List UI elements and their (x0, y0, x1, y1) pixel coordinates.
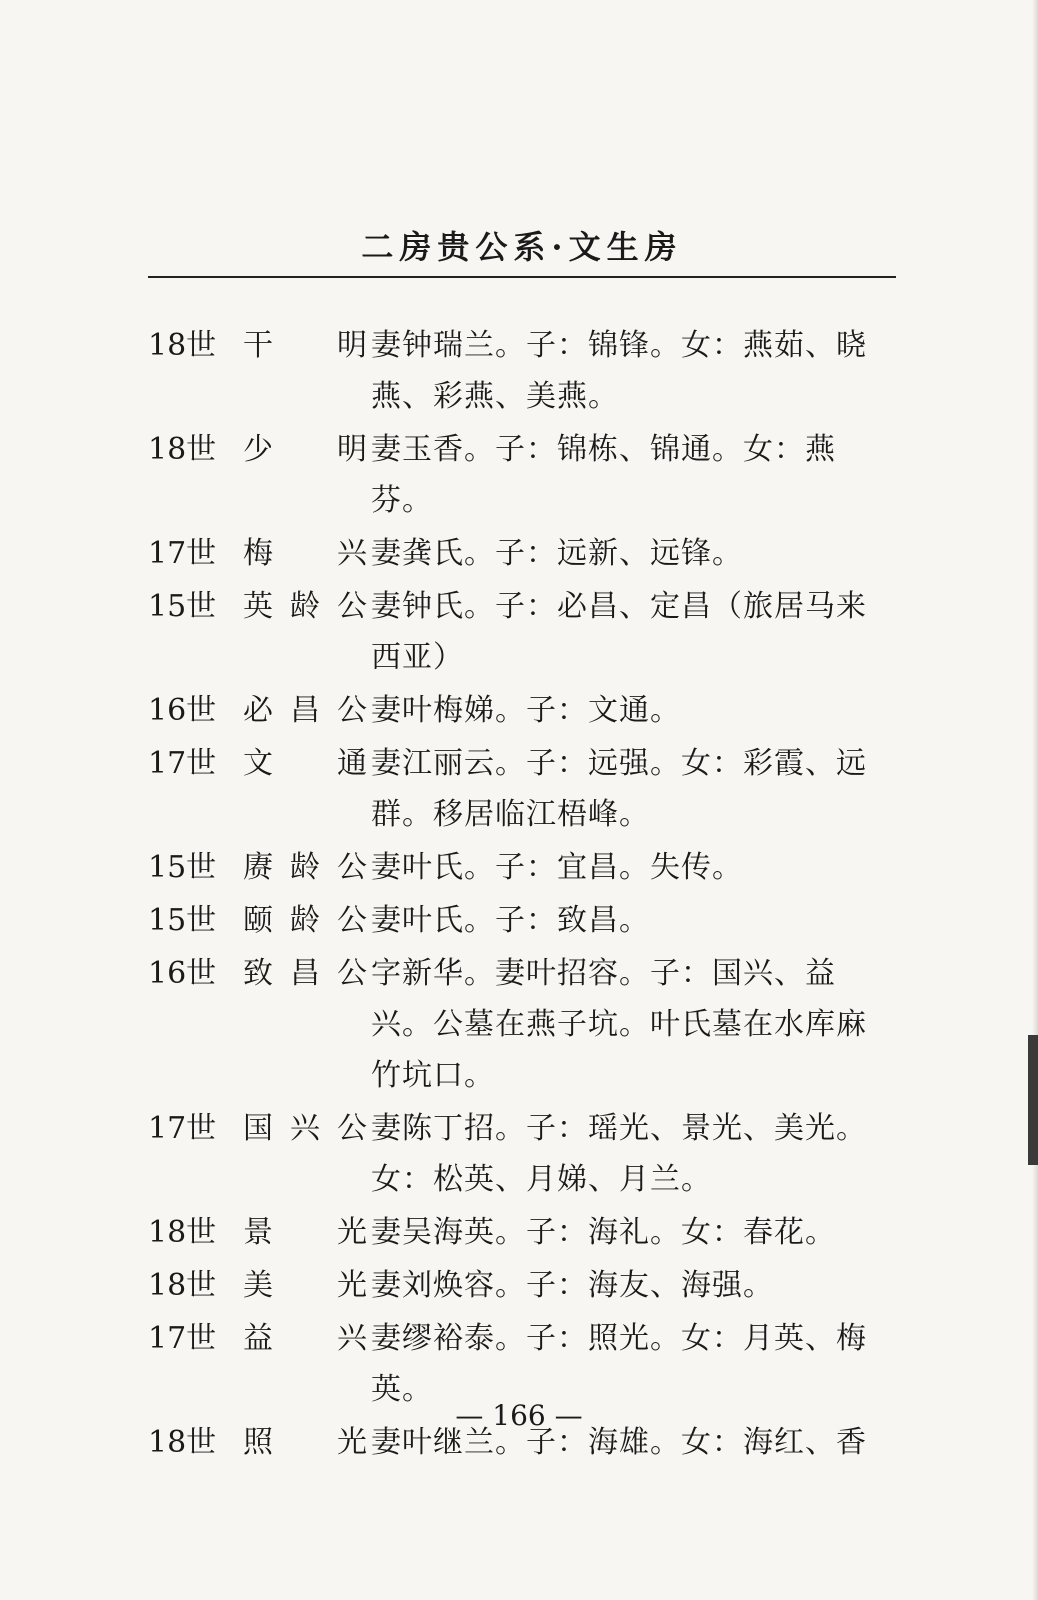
genealogy-entry (148, 895, 896, 946)
person-name: 文通 (243, 746, 367, 781)
genealogy-entry (148, 1207, 896, 1258)
genealogy-entry (148, 424, 896, 526)
person-description: 妻叶氏。子：宜昌。失传。 (371, 850, 743, 885)
binding-edge-mark (1028, 1035, 1038, 1165)
person-description: 妻刘焕容。子：海友、海强。 (371, 1268, 774, 1303)
running-header (148, 222, 896, 274)
person-name: 国兴公 (243, 1111, 367, 1146)
generation-label: 18世 (148, 432, 217, 467)
genealogy-entry (148, 842, 896, 893)
person-description: 妻叶继兰。子：海雄。女：海红、香 (371, 1425, 867, 1460)
person-name: 少明 (243, 432, 367, 467)
generation-label: 18世 (148, 1268, 217, 1303)
person-description: 妻玉香。子：锦栋、锦通。女：燕芬。 (371, 432, 836, 518)
generation-label: 15世 (148, 589, 217, 624)
genealogy-entry (148, 320, 896, 422)
generation-label: 18世 (148, 1215, 217, 1250)
generation-label: 17世 (148, 536, 217, 571)
genealogy-entry (148, 948, 896, 1101)
person-name: 景光 (243, 1215, 367, 1250)
person-description: 妻吴海英。子：海礼。女：春花。 (371, 1215, 836, 1250)
page-edge (1032, 0, 1038, 1600)
person-description: 妻陈丁招。子：瑶光、景光、美光。女：松英、月娣、月兰。 (371, 1111, 867, 1197)
generation-label: 15世 (148, 903, 217, 938)
person-description: 妻叶氏。子：致昌。 (371, 903, 650, 938)
person-name: 干明 (243, 328, 367, 363)
person-description: 妻龚氏。子：远新、远锋。 (371, 536, 743, 571)
genealogy-entry (148, 738, 896, 840)
generation-label: 15世 (148, 850, 217, 885)
genealogy-entries (148, 320, 896, 1470)
genealogy-entry (148, 1103, 896, 1205)
person-description: 妻江丽云。子：远强。女：彩霞、远群。移居临江梧峰。 (371, 746, 867, 832)
person-name: 梅兴 (243, 536, 367, 571)
person-description: 妻缪裕泰。子：照光。女：月英、梅英。 (371, 1321, 867, 1407)
person-name: 必昌公 (243, 693, 367, 728)
person-name: 益兴 (243, 1321, 367, 1356)
generation-label: 17世 (148, 746, 217, 781)
header-rule (148, 276, 896, 278)
person-name: 颐龄公 (243, 903, 367, 938)
genealogy-entry (148, 1260, 896, 1311)
page-number: — 166 — (455, 1399, 583, 1432)
person-description: 妻钟氏。子：必昌、定昌（旅居马来西亚） (371, 589, 867, 675)
generation-label: 18世 (148, 1425, 217, 1460)
generation-label: 17世 (148, 1111, 217, 1146)
generation-label: 16世 (148, 956, 217, 991)
header-title: 二房贵公系·文生房 (361, 228, 683, 266)
generation-label: 16世 (148, 693, 217, 728)
generation-label: 18世 (148, 328, 217, 363)
person-name: 照光 (243, 1425, 367, 1460)
genealogy-entry (148, 685, 896, 736)
person-name: 赓龄公 (243, 850, 367, 885)
person-name: 美光 (243, 1268, 367, 1303)
genealogy-entry (148, 581, 896, 683)
person-description: 妻钟瑞兰。子：锦锋。女：燕茹、晓燕、彩燕、美燕。 (371, 328, 867, 414)
person-description: 妻叶梅娣。子：文通。 (371, 693, 681, 728)
genealogy-entry (148, 528, 896, 579)
person-name: 致昌公 (243, 956, 367, 991)
person-name: 英龄公 (243, 589, 367, 624)
generation-label: 17世 (148, 1321, 217, 1356)
person-description: 字新华。妻叶招容。子：国兴、益兴。公墓在燕子坑。叶氏墓在水库麻竹坑口。 (371, 956, 867, 1093)
